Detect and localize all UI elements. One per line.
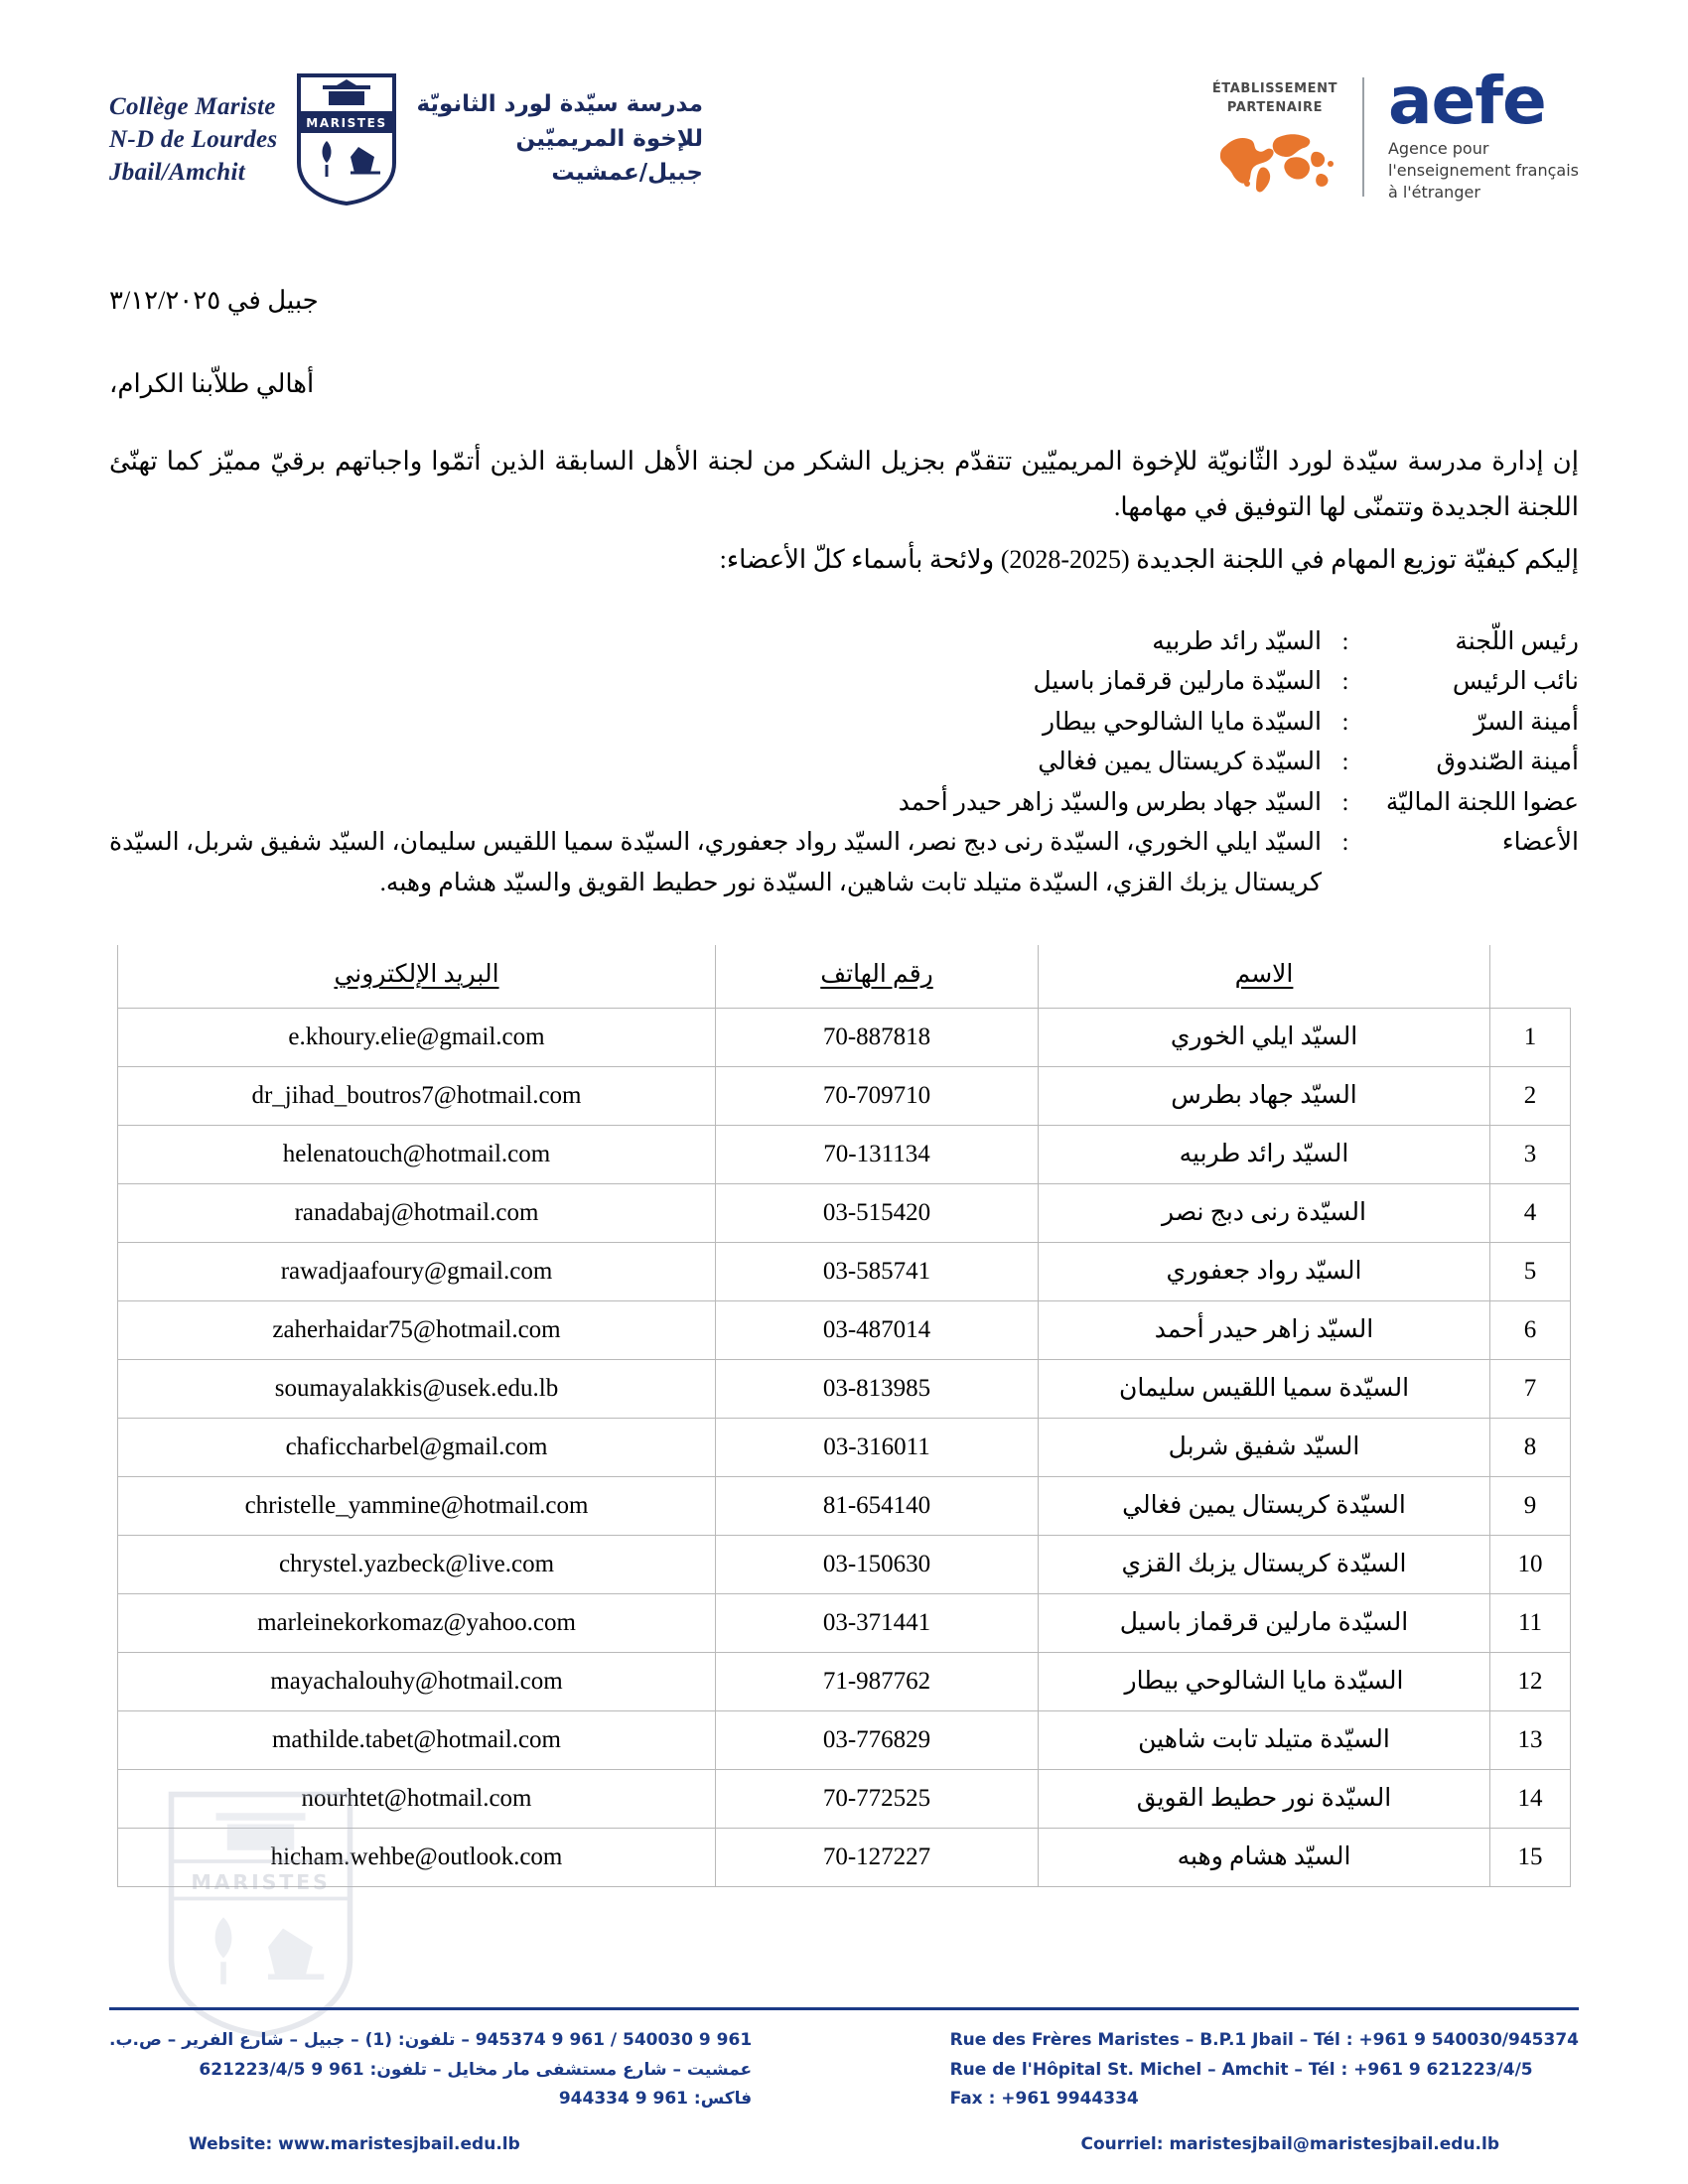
partner-label-line1: ÉTABLISSEMENT bbox=[1211, 80, 1338, 96]
footer-fax-ar: فاكس: 961 9 944334 bbox=[558, 2089, 753, 2110]
column-header-email bbox=[118, 945, 716, 1009]
column-header-index bbox=[1490, 945, 1571, 1009]
cell-phone: 03-150630 bbox=[716, 1536, 1039, 1594]
cell-index: 10 bbox=[1490, 1536, 1571, 1594]
aefe-tagline-line1: Agence pour bbox=[1387, 139, 1489, 159]
cell-email: dr_jihad_boutros7@hotmail.com bbox=[118, 1067, 716, 1126]
cell-index: 12 bbox=[1490, 1653, 1571, 1711]
school-name-fr-line2: N-D de Lourdes bbox=[109, 125, 278, 153]
cell-email: chaficcharbel@gmail.com bbox=[118, 1419, 716, 1477]
cell-phone: 03-585741 bbox=[716, 1243, 1039, 1301]
table-row bbox=[118, 1711, 1571, 1770]
table-row bbox=[118, 1126, 1571, 1184]
cell-name: السيّد رائد طربيه bbox=[1039, 1126, 1490, 1184]
letter-paragraph-2: إليكم كيفيّة توزيع المهام في اللجنة الجديدة (2025-2028) ولائحة بأسماء كلّ الأعضاء: bbox=[719, 545, 1579, 574]
aefe-brand-text: aefe bbox=[1387, 63, 1546, 139]
role-value: السيّد جهاد بطرس والسيّد زاهر حيدر أحمد bbox=[898, 788, 1322, 816]
cell-index: 4 bbox=[1490, 1184, 1571, 1243]
cell-index: 5 bbox=[1490, 1243, 1571, 1301]
cell-phone: 70-127227 bbox=[716, 1829, 1039, 1887]
role-label: عضوا اللجنة الماليّة bbox=[1385, 788, 1579, 816]
page-footer bbox=[0, 2007, 1688, 2154]
cell-email: chrystel.yazbeck@live.com bbox=[118, 1536, 716, 1594]
cell-name: السيّد زاهر حيدر أحمد bbox=[1039, 1301, 1490, 1360]
aefe-wordmark bbox=[1387, 63, 1579, 203]
cell-index: 2 bbox=[1490, 1067, 1571, 1126]
cell-email: ranadabaj@hotmail.com bbox=[118, 1184, 716, 1243]
school-name-fr bbox=[109, 90, 277, 189]
role-label: أمينة السرّ bbox=[1474, 708, 1579, 736]
footer-contacts bbox=[109, 2026, 1579, 2115]
role-row bbox=[109, 703, 1579, 744]
role-label: رئيس اللّجنة bbox=[1455, 627, 1579, 655]
role-row bbox=[109, 823, 1579, 903]
aefe-logo bbox=[1211, 63, 1579, 203]
cell-phone: 70-131134 bbox=[716, 1126, 1039, 1184]
cell-phone: 03-776829 bbox=[716, 1711, 1039, 1770]
role-separator: : bbox=[1341, 829, 1349, 856]
role-separator: : bbox=[1341, 749, 1349, 775]
role-value: السيّد رائد طربيه bbox=[1152, 627, 1322, 655]
cell-email: nourhtet@hotmail.com bbox=[118, 1770, 716, 1829]
column-header-email-text: البريد الإلكتروني bbox=[334, 961, 499, 988]
cell-name: السيّدة كريستال يمين فغالي bbox=[1039, 1477, 1490, 1536]
cell-name: السيّد جهاد بطرس bbox=[1039, 1067, 1490, 1126]
table-header bbox=[118, 945, 1571, 1009]
cell-email: christelle_yammine@hotmail.com bbox=[118, 1477, 716, 1536]
aefe-tagline-line2: l'enseignement français bbox=[1387, 160, 1579, 180]
cell-name: السيّدة مارلين قرقماز باسيل bbox=[1039, 1594, 1490, 1653]
role-separator: : bbox=[1341, 627, 1349, 655]
table-body bbox=[118, 1009, 1571, 1887]
svg-text:MARISTES: MARISTES bbox=[191, 1870, 331, 1895]
table-row bbox=[118, 1594, 1571, 1653]
table-row bbox=[118, 1419, 1571, 1477]
table-row bbox=[118, 1009, 1571, 1067]
cell-name: السيّدة رنى دبج نصر bbox=[1039, 1184, 1490, 1243]
footer-email[interactable]: Courriel: maristesjbail@maristesjbail.edu.lb bbox=[1080, 2134, 1499, 2154]
cell-phone: 03-316011 bbox=[716, 1419, 1039, 1477]
cell-index: 9 bbox=[1490, 1477, 1571, 1536]
partner-badge bbox=[1211, 79, 1338, 196]
world-map-icon bbox=[1211, 124, 1338, 196]
footer-address-ar-line1: 961 9 540030 / 961 9 945374 – تلفون: (1) – جبيل – شارع الفرير – ص.ب. bbox=[109, 2029, 753, 2050]
school-crest-icon bbox=[293, 71, 400, 206]
letter-body bbox=[0, 286, 1688, 1887]
cell-phone: 71-987762 bbox=[716, 1653, 1039, 1711]
role-label: أمينة الصّندوق bbox=[1436, 749, 1579, 775]
role-value: السيّدة كريستال يمين فغالي bbox=[1038, 749, 1322, 775]
cell-email: helenatouch@hotmail.com bbox=[118, 1126, 716, 1184]
role-value: السيّدة مارلين قرقماز باسيل bbox=[1033, 668, 1322, 695]
footer-address-fr-line1: Rue des Frères Maristes – B.P.1 Jbail – Tél : +961 9 540030/945374 bbox=[949, 2029, 1579, 2050]
aefe-tagline bbox=[1388, 138, 1579, 203]
role-row bbox=[109, 662, 1579, 703]
footer-address-ar-line2: عمشيت – شارع مستشفى مار مخايل – تلفون: 961 9 621223/4/5 bbox=[199, 2059, 753, 2080]
cell-email: zaherhaidar75@hotmail.com bbox=[118, 1301, 716, 1360]
table-row bbox=[118, 1243, 1571, 1301]
cell-index: 7 bbox=[1490, 1360, 1571, 1419]
cell-email: rawadjaafoury@gmail.com bbox=[118, 1243, 716, 1301]
members-table-container bbox=[109, 945, 1579, 1887]
cell-email: hicham.wehbe@outlook.com bbox=[118, 1829, 716, 1887]
cell-name: السيّدة مايا الشالوحي بيطار bbox=[1039, 1653, 1490, 1711]
cell-email: soumayalakkis@usek.edu.lb bbox=[118, 1360, 716, 1419]
table-row bbox=[118, 1653, 1571, 1711]
cell-email: e.khoury.elie@gmail.com bbox=[118, 1009, 716, 1067]
column-header-name bbox=[1039, 945, 1490, 1009]
cell-phone: 70-887818 bbox=[716, 1009, 1039, 1067]
school-name-fr-line3: Jbail/Amchit bbox=[109, 158, 245, 186]
role-row bbox=[109, 743, 1579, 783]
footer-address-fr-line2: Rue de l'Hôpital St. Michel – Amchit – Tél : +961 9 621223/4/5 bbox=[949, 2059, 1533, 2080]
role-label: نائب الرئيس bbox=[1452, 668, 1579, 695]
cell-index: 14 bbox=[1490, 1770, 1571, 1829]
footer-website[interactable]: Website: www.maristesjbail.edu.lb bbox=[189, 2134, 520, 2154]
cell-phone: 70-709710 bbox=[716, 1067, 1039, 1126]
cell-name: السيّدة نور حطيط القويق bbox=[1039, 1770, 1490, 1829]
footer-address-ar bbox=[109, 2026, 752, 2115]
footer-divider bbox=[109, 2007, 1579, 2010]
cell-email: mayachalouhy@hotmail.com bbox=[118, 1653, 716, 1711]
cell-phone: 03-515420 bbox=[716, 1184, 1039, 1243]
footer-address-fr bbox=[950, 2026, 1579, 2115]
divider bbox=[1362, 77, 1364, 197]
cell-name: السيّدة متيلد تابت شاهين bbox=[1039, 1711, 1490, 1770]
letter-date-text: جبيل في ٣/١٢/٢٠٢٥ bbox=[109, 286, 319, 315]
cell-name: السيّدة سميا اللقيس سليمان bbox=[1039, 1360, 1490, 1419]
table-row bbox=[118, 1067, 1571, 1126]
cell-index: 1 bbox=[1490, 1009, 1571, 1067]
table-row bbox=[118, 1477, 1571, 1536]
role-separator: : bbox=[1341, 788, 1349, 816]
cell-index: 3 bbox=[1490, 1126, 1571, 1184]
partner-label-line2: PARTENAIRE bbox=[1226, 100, 1324, 116]
cell-email: mathilde.tabet@hotmail.com bbox=[118, 1711, 716, 1770]
partner-label bbox=[1212, 79, 1337, 118]
table-row bbox=[118, 1360, 1571, 1419]
cell-name: السيّد شفيق شربل bbox=[1039, 1419, 1490, 1477]
school-name-ar-line2: للإخوة المريميّين bbox=[515, 125, 703, 152]
letter-paragraph-1: إن إدارة مدرسة سيّدة لورد الثّانويّة للإخوة المريميّين تتقدّم بجزيل الشكر من لجنة الأهل السابقة الذين أتمّوا واجباتهم برقيّ مميّز كما تهنّئ اللجنة الجديدة وتتمنّى لها التوفيق في مهامها. bbox=[109, 447, 1579, 521]
committee-roles bbox=[109, 622, 1579, 904]
letter-salutation: أهالي طلاّبنا الكرام، bbox=[109, 369, 315, 398]
table-row bbox=[118, 1770, 1571, 1829]
cell-email: marleinekorkomaz@yahoo.com bbox=[118, 1594, 716, 1653]
table-row bbox=[118, 1301, 1571, 1360]
cell-index: 8 bbox=[1490, 1419, 1571, 1477]
role-label: الأعضاء bbox=[1501, 829, 1579, 856]
cell-name: السيّدة كريستال يزبك القزي bbox=[1039, 1536, 1490, 1594]
cell-phone: 70-772525 bbox=[716, 1770, 1039, 1829]
school-name-fr-line1: Collège Mariste bbox=[109, 92, 276, 120]
column-header-phone bbox=[716, 945, 1039, 1009]
letterhead bbox=[0, 0, 1688, 206]
role-row bbox=[109, 783, 1579, 824]
table-row bbox=[118, 1184, 1571, 1243]
school-name-ar-line3: جبيل/عمشيت bbox=[551, 160, 703, 187]
cell-index: 13 bbox=[1490, 1711, 1571, 1770]
cell-index: 11 bbox=[1490, 1594, 1571, 1653]
school-identity bbox=[109, 71, 703, 206]
column-header-name-text: الاسم bbox=[1234, 961, 1294, 988]
role-row bbox=[109, 622, 1579, 663]
footer-links bbox=[109, 2134, 1579, 2154]
role-value: السيّد ايلي الخوري، السيّدة رنى دبج نصر، السيّد رواد جعفوري، السيّدة سميا اللقيس سليمان، السيّد شفيق شربل، السيّدة كريستال يزبك القزي، السيّدة متيلد تابت شاهين، السيّدة نور حطيط القويق والسيّد هشام وهبه. bbox=[109, 829, 1322, 896]
table-row bbox=[118, 1536, 1571, 1594]
cell-phone: 81-654140 bbox=[716, 1477, 1039, 1536]
table-row bbox=[118, 1829, 1571, 1887]
footer-fax: Fax : +961 9944334 bbox=[949, 2089, 1139, 2110]
role-separator: : bbox=[1341, 668, 1349, 695]
column-header-phone-text: رقم الهاتف bbox=[820, 961, 933, 988]
members-table bbox=[117, 945, 1571, 1887]
letter-date bbox=[109, 286, 1579, 316]
school-name-ar-line1: مدرسة سيّدة لورد الثانويّة bbox=[416, 91, 703, 118]
table-header-row bbox=[118, 945, 1571, 1009]
cell-phone: 03-813985 bbox=[716, 1360, 1039, 1419]
role-separator: : bbox=[1341, 708, 1349, 736]
cell-index: 6 bbox=[1490, 1301, 1571, 1360]
svg-text:MARISTES: MARISTES bbox=[306, 116, 388, 130]
cell-name: السيّد رواد جعفوري bbox=[1039, 1243, 1490, 1301]
cell-index: 15 bbox=[1490, 1829, 1571, 1887]
cell-phone: 03-371441 bbox=[716, 1594, 1039, 1653]
cell-name: السيّد ايلي الخوري bbox=[1039, 1009, 1490, 1067]
role-value: السيّدة مايا الشالوحي بيطار bbox=[1043, 708, 1322, 736]
school-name-ar bbox=[416, 87, 703, 191]
cell-phone: 03-487014 bbox=[716, 1301, 1039, 1360]
cell-name: السيّد هشام وهبه bbox=[1039, 1829, 1490, 1887]
aefe-tagline-line3: à l'étranger bbox=[1387, 182, 1480, 202]
